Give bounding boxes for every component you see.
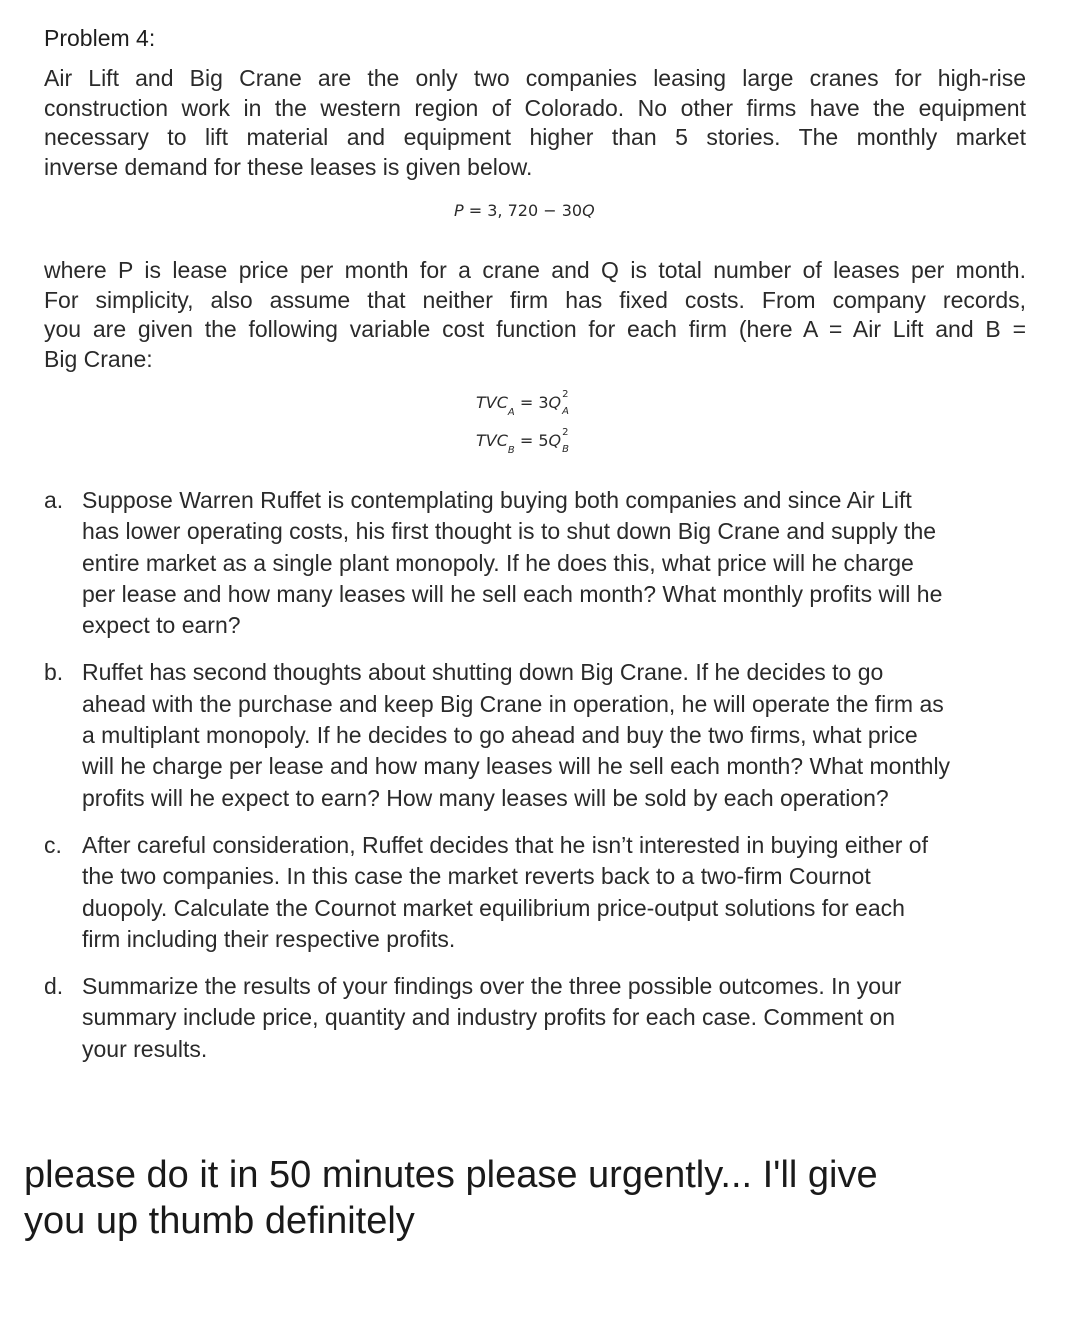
cost-intro-line: where P is lease price per month for a crane and Q is total number of leases per month. (44, 257, 1026, 283)
cost-intro-paragraph (44, 256, 1026, 374)
question-item-c (44, 830, 1044, 955)
cost-b-subscript: B (507, 445, 515, 456)
question-text: Summarize the results of your findings over the three possible outcomes. In your summary include price, quantity and industry profits for each case. Comment on your results. (82, 973, 902, 1062)
cost-a-lhs: TVC (476, 393, 508, 412)
intro-line: necessary to lift material and equipment higher than 5 stories. The monthly market (44, 124, 1026, 150)
intro-line: Air Lift and Big Crane are the only two companies leasing large cranes for high-rise (44, 65, 1026, 91)
cost-b-var-subscript: B (562, 444, 569, 455)
cost-a-var-subscript: A (562, 406, 569, 417)
intro-line: construction work in the western region of Colorado. No other firms have the equipment (44, 94, 1026, 121)
cost-a-superscript: 2 (562, 389, 569, 400)
cost-a-var: Q (548, 393, 562, 412)
question-marker: d. (44, 973, 64, 1000)
question-item-d (44, 971, 1044, 1065)
cost-a-subscript: A (507, 407, 515, 418)
question-item-a (44, 485, 1044, 641)
cost-b-var: Q (548, 431, 562, 450)
demand-equation (454, 201, 595, 220)
intro-line: inverse demand for these leases is given below. (44, 153, 533, 180)
cost-b-rhs: = 5 (519, 431, 549, 450)
demand-lhs: P (454, 201, 464, 220)
cost-b-exponent (561, 427, 571, 455)
cost-equation-a (476, 389, 571, 418)
cost-a-rhs: = 3 (519, 393, 549, 412)
cost-intro-line: you are given the following variable cost function for each firm (here A = Air Lift and B = (44, 316, 1026, 342)
question-marker: c. (44, 831, 62, 858)
cost-intro-line: For simplicity, also assume that neither firm has fixed costs. From company records, (44, 286, 1026, 313)
question-marker: b. (44, 659, 64, 686)
cost-a-exponent (561, 389, 571, 417)
question-marker: a. (44, 487, 64, 513)
question-text: Ruffet has second thoughts about shutting down Big Crane. If he decides to go ahead with the purchase and keep Big Crane in operation, he will operate the firm as a multiplant monopoly. If he decides to go ahead and buy the two firms, what price will he charge per lease and how many leases will he sell each month? What monthly profits will he expect to earn? How many leases will be sold by each operation? (82, 659, 951, 811)
cost-equation-b (476, 427, 571, 456)
question-text: After careful consideration, Ruffet decides that he isn’t interested in buying either of the two companies. In this case the market reverts back to a two-firm Cournot duopoly. Calculate the Cournot market equilibrium price-output solutions for each firm including their respective profits. (82, 831, 928, 952)
demand-var: Q (582, 201, 595, 220)
cost-b-superscript: 2 (562, 427, 569, 438)
problem-title: Problem 4: (44, 25, 156, 51)
question-list (44, 485, 1044, 1081)
intro-paragraph (44, 64, 1026, 182)
cost-b-lhs: TVC (476, 431, 508, 450)
demand-rhs: = 3, 720 − 30 (468, 201, 583, 220)
cost-intro-line: Big Crane: (44, 345, 153, 372)
question-item-b (44, 657, 1044, 813)
question-text: Suppose Warren Ruffet is contemplating buying both companies and since Air Lift has lower operating costs, his first thought is to shut down Big Crane and supply the entire market as a single plant monopoly. If he does this, what price will he charge per lease and how many leases will he sell each month? What monthly profits will he expect to earn? (82, 487, 943, 639)
user-request-note: please do it in 50 minutes please urgently... I'll give you up thumb definitely (24, 1154, 878, 1242)
